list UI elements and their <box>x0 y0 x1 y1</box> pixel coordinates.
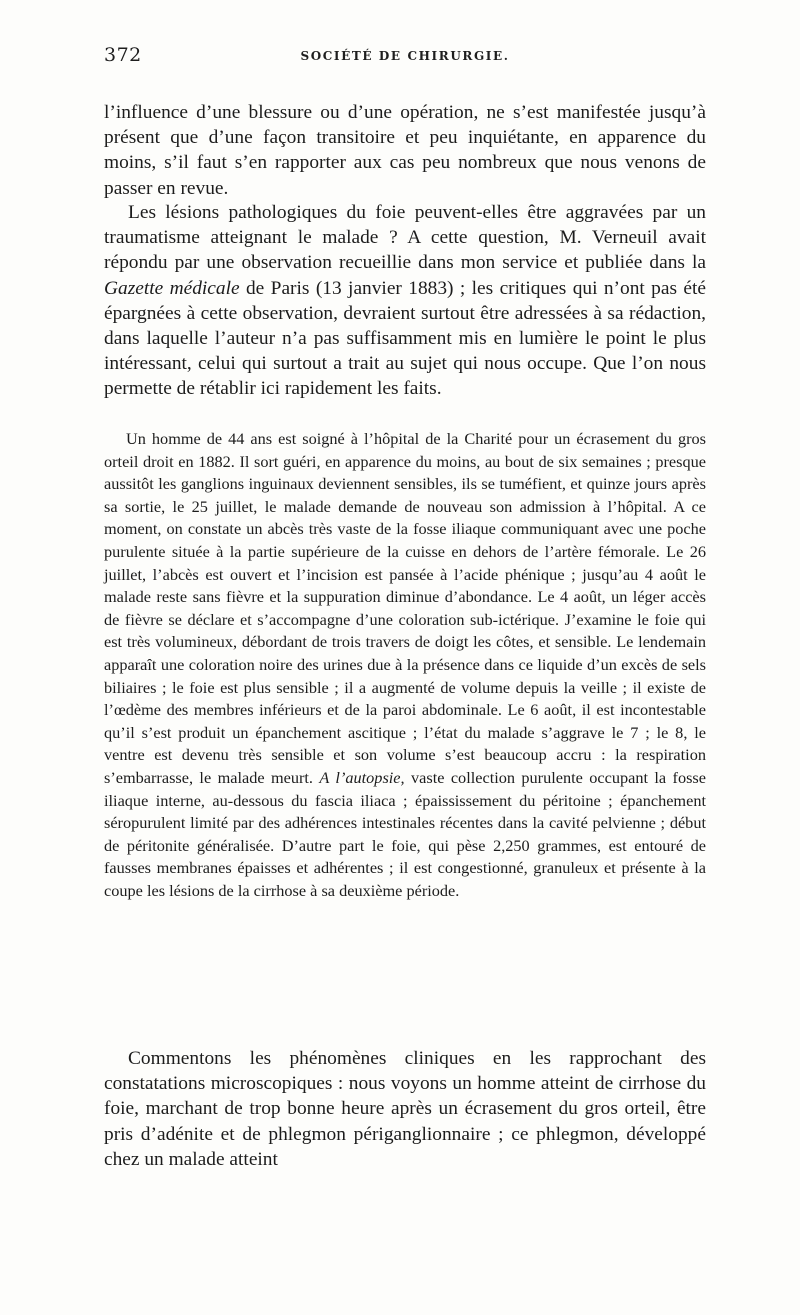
page-header <box>104 44 706 70</box>
paragraph-continuation <box>104 100 706 201</box>
page-number: 372 <box>104 44 142 66</box>
paragraph-text: Commentons les phénomènes cliniques en les rapprochant des constatations microscopiques : nous voyons un homme atteint de cirrhose du foie, marchant de trop bonne heure après un écrasement du gros orteil, être pris d’adénite et de phlegmon périganglionnaire ; ce phlegmon, développé chez un malade atteint <box>104 1048 706 1170</box>
journal-title: Gazette médicale <box>104 277 240 299</box>
paragraph-text: Un homme de 44 ans est soigné à l’hôpital de la Charité pour un écrasement du gros orteil droit en 1882. Il sort guéri, en apparence du moins, au bout de six semaines ; presque aussitôt les ganglions inguinaux deviennent sensibles, ils se tuméfient, et quinze jours après sa sortie, le 25 juillet, le malade demande de nouveau son admission à l’hôpital. A ce moment, on constate un abcès très vaste de la fosse iliaque communiquant avec une poche purulente située à la partie supérieure de la cuisse en dehors de l’artère fémorale. Le 26 juillet, l’abcès est ouvert et l’incision est pansée à l’acide phénique ; jusqu’au 4 août le malade reste sans fièvre et la suppuration diminue d’abondance. Le 4 août, un léger accès de fièvre se déclare et s’accompagne d’une coloration sub-ictérique. J’examine le foie qui est très volumineux, débordant de trois travers de doigt les côtes, et sensible. Le lendemain apparaît une coloration noire des urines due à la présence dans ce liquide d’un excès de sels biliaires ; le foie est plus sensible ; il a augmenté de volume depuis la veille ; il existe de l’œdème des membres inférieurs et de la paroi abdominale. Le 6 août, il est incontestable qu’il s’est produit un épanchement ascitique ; l’état du malade s’aggrave le 7 ; le 8, le ventre est devenu très sensible et son volume s’est beaucoup accru : la respiration s’embarrasse, le malade meurt. <box>104 429 706 787</box>
paragraph-text: vaste collection purulente occupant la fosse iliaque interne, au-dessous du fascia iliaca ; épaississement du péritoine ; épanchement séropurulent limité par des adhérences intestinales récentes dans la cavité pelvienne ; début de péritonite généralisée. D’autre part le foie, qui pèse 2,250 grammes, est entouré de fausses membranes épaisses et adhérentes ; il est congestionné, granuleux et présente à la coupe les lésions de la cirrhose à sa deuxième période. <box>104 767 706 900</box>
case-observation <box>104 428 706 902</box>
running-title: SOCIÉTÉ DE CHIRURGIE. <box>300 49 510 63</box>
paragraph-text: de Paris (13 janvier 1883) ; les critiques qui n’ont pas été épargnées à cette observation, devraient surtout être adressées à sa rédaction, dans laquelle l’auteur n’a pas suffisamment mis en lumière le point le plus intéressant, celui qui surtout a trait au sujet qui nous occupe. Que l’on nous permette de rétablir ici rapidement les faits. <box>104 277 706 400</box>
paragraph-liver-lesions <box>104 200 706 402</box>
paragraph-text: l’influence d’une blessure ou d’une opération, ne s’est manifestée jusqu’à présent que d’une façon transitoire et peu inquiétante, en apparence du moins, s’il faut s’en rapporter aux cas peu nombreux que nous venons de passer en revue. <box>104 102 706 199</box>
paragraph-commentary <box>104 1046 706 1172</box>
autopsy-heading: A l’autopsie, <box>319 767 405 787</box>
paragraph-text: Les lésions pathologiques du foie peuvent-elles être aggravées par un traumatisme atteignant le malade ? A cette question, M. Verneuil avait répondu par une observation recueillie dans mon service et publiée dans la <box>104 202 706 274</box>
